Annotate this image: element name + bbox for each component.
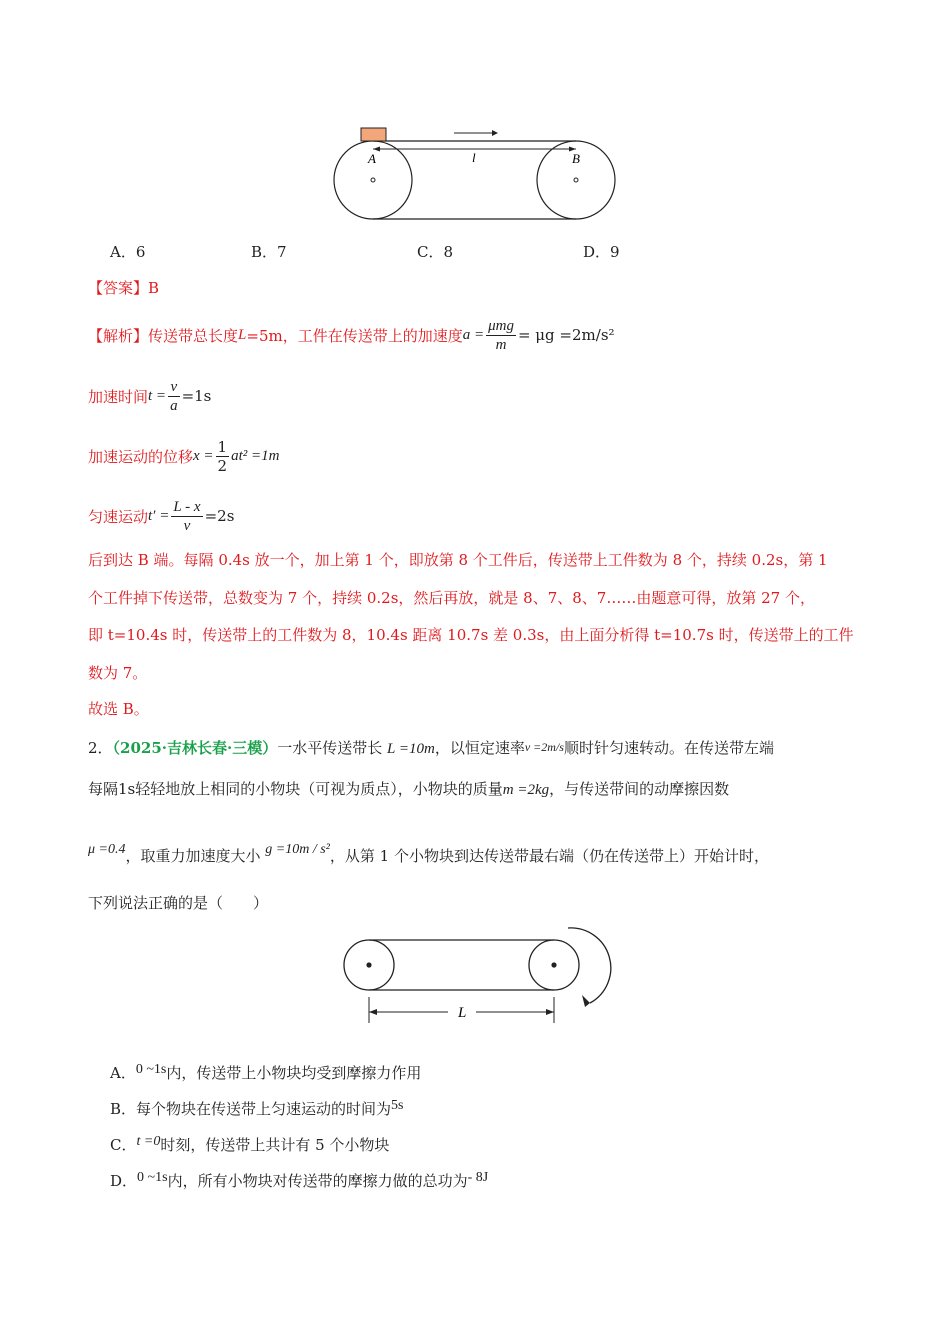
equation-time [148, 378, 211, 415]
q2-option-a-letter: A． [110, 1064, 136, 1082]
clockwise-arrowhead [582, 995, 590, 1007]
q1-option-a: A．6 [110, 243, 146, 261]
clockwise-arrow [568, 928, 611, 1003]
q2-line-4: 下列说法正确的是（ ） [88, 894, 269, 912]
eq-a-denominator: m [495, 336, 507, 353]
q2-option-a-text: 内，传送带上小物块均受到摩擦力作用 [166, 1064, 422, 1082]
eq-a-lhs: a = [462, 326, 485, 343]
q1-option-d: D．9 [583, 243, 620, 261]
q2-option-b-text: 每个物块在传送带上匀速运动的时间为 [136, 1100, 392, 1118]
q2-option-a [110, 1062, 421, 1083]
eq-x-rhs: at² =1m [231, 447, 280, 464]
uniform-motion-line [88, 493, 234, 539]
conveyor-figure-1 [330, 122, 622, 226]
conveyor-figure-2 [338, 925, 613, 1025]
eq-a-fraction [486, 317, 516, 354]
eq-x-numerator: 1 [217, 437, 228, 456]
q2-line-2 [88, 778, 729, 799]
equation-displacement [193, 438, 279, 475]
q2-interval-value: 1s [118, 780, 136, 798]
q2-line1-c: 顺时针匀速转动。在传送带左端 [563, 739, 774, 757]
q2-option-c-letter: C． [110, 1136, 137, 1154]
q2-line-1 [88, 737, 774, 758]
eq-t-lhs: t = [148, 387, 167, 404]
q2-speed-value: v =2m/s [524, 740, 564, 754]
q2-mass-value: m =2kg [502, 782, 550, 798]
conclusion-line: 故选 B。 [88, 700, 149, 718]
eq-tp-rhs: =2s [204, 507, 235, 525]
displacement-line [88, 433, 279, 479]
analysis-line-1 [88, 312, 615, 358]
eq-t-fraction [168, 378, 180, 415]
equation-acceleration [463, 317, 615, 354]
right-axle [574, 178, 578, 182]
q2-option-d [110, 1170, 488, 1191]
q2-number: 2． [88, 739, 113, 757]
analysis-text-2: =5m，工件在传送带上的加速度 [246, 326, 463, 345]
q2-option-d-math2: - 8J [467, 1170, 489, 1185]
eq-x-lhs: x = [193, 447, 214, 464]
q2-line1-a: 一水平传送带长 [277, 739, 383, 757]
q2-source: （2025·吉林长春·三模） [112, 739, 278, 757]
q2-length-value: L =10m [387, 741, 435, 757]
q2-option-c [110, 1134, 389, 1155]
q2-option-d-math: 0 ~1s [137, 1170, 168, 1185]
q2-line3-a: ，取重力加速度大小 [125, 847, 261, 865]
q2-line2-a: 每隔 [88, 780, 119, 798]
uniform-label: 匀速运动 [88, 507, 149, 526]
eq-x-denominator: 2 [217, 456, 228, 475]
left-roller-axle [366, 962, 371, 967]
analysis-tag: 【解析】 [88, 326, 149, 345]
q2-friction-value: μ =0.4 [88, 842, 126, 857]
eq-tp-denominator: v [183, 517, 191, 534]
accel-time-line [88, 373, 211, 419]
analysis-text-1: 传送带总长度 [148, 326, 239, 345]
q1-option-c: C．8 [417, 243, 454, 261]
q2-option-c-math: t =0 [136, 1134, 161, 1149]
eq-t-numerator: v [168, 378, 180, 397]
eq-t-rhs: =1s [181, 387, 212, 405]
q2-option-b-letter: B． [110, 1100, 137, 1118]
q2-option-b [110, 1098, 404, 1119]
analysis-L: L [238, 326, 247, 343]
direction-arrowhead [492, 130, 498, 136]
eq-x-fraction [216, 438, 230, 475]
analysis-para-line-3: 即 t=10.4s 时，传送带上的工件数为 8，10.4s 距离 10.7s 差 0.3s，由上面分析得 t=10.7s 时，传送带上的工件 [88, 626, 854, 644]
eq-t-denominator: a [170, 397, 178, 414]
label-l: l [472, 150, 476, 165]
q2-line2-b: 轻轻地放上相同的小物块（可视为质点），小物块的质量 [135, 780, 503, 798]
label-A: A [368, 151, 376, 166]
displacement-label: 加速运动的位移 [88, 447, 194, 466]
q2-option-d-letter: D． [110, 1172, 138, 1190]
dim-arrowhead-right [546, 1009, 554, 1015]
eq-a-numerator: μmg [488, 317, 514, 334]
q2-gravity-value: g =10m / s² [265, 842, 330, 857]
eq-a-rhs: = μg =2m/s² [517, 326, 615, 344]
workpiece-block [361, 128, 386, 141]
analysis-para-line-4: 数为 7。 [88, 664, 148, 682]
equation-uniform-time [148, 498, 234, 535]
left-axle [371, 178, 375, 182]
eq-tp-fraction [171, 498, 202, 535]
q2-option-b-math: 5s [391, 1098, 404, 1113]
accel-time-label: 加速时间 [88, 387, 149, 406]
eq-tp-numerator: L - x [173, 498, 201, 515]
eq-tp-lhs: t′ = [148, 507, 170, 524]
right-roller-axle [551, 962, 556, 967]
q1-option-b: B．7 [251, 243, 287, 261]
dim-arrowhead-left [369, 1009, 377, 1015]
q2-line-3 [88, 842, 769, 866]
label-L: L [458, 1005, 467, 1021]
analysis-para-line-2: 个工件掉下传送带，总数变为 7 个，持续 0.2s，然后再放，就是 8、7、8、7……由题意可得，放第 27 个， [88, 589, 815, 607]
q2-line1-b: ，以恒定速率 [434, 739, 525, 757]
label-B: B [572, 151, 580, 166]
answer-line: 【答案】B [88, 279, 160, 297]
q2-line3-b: ，从第 1 个小物块到达传送带最右端（仍在传送带上）开始计时， [329, 847, 769, 865]
q2-line2-c: ，与传送带间的动摩擦因数 [549, 780, 730, 798]
q2-option-d-text: 内，所有小物块对传送带的摩擦力做的总功为 [167, 1172, 468, 1190]
q2-option-c-text: 时刻，传送带上共计有 5 个小物块 [160, 1136, 390, 1154]
analysis-para-line-1: 后到达 B 端。每隔 0.4s 放一个，加上第 1 个，即放第 8 个工件后，传送带上工件数为 8 个，持续 0.2s，第 1 [88, 551, 828, 569]
q2-option-a-math: 0 ~1s [135, 1062, 167, 1077]
